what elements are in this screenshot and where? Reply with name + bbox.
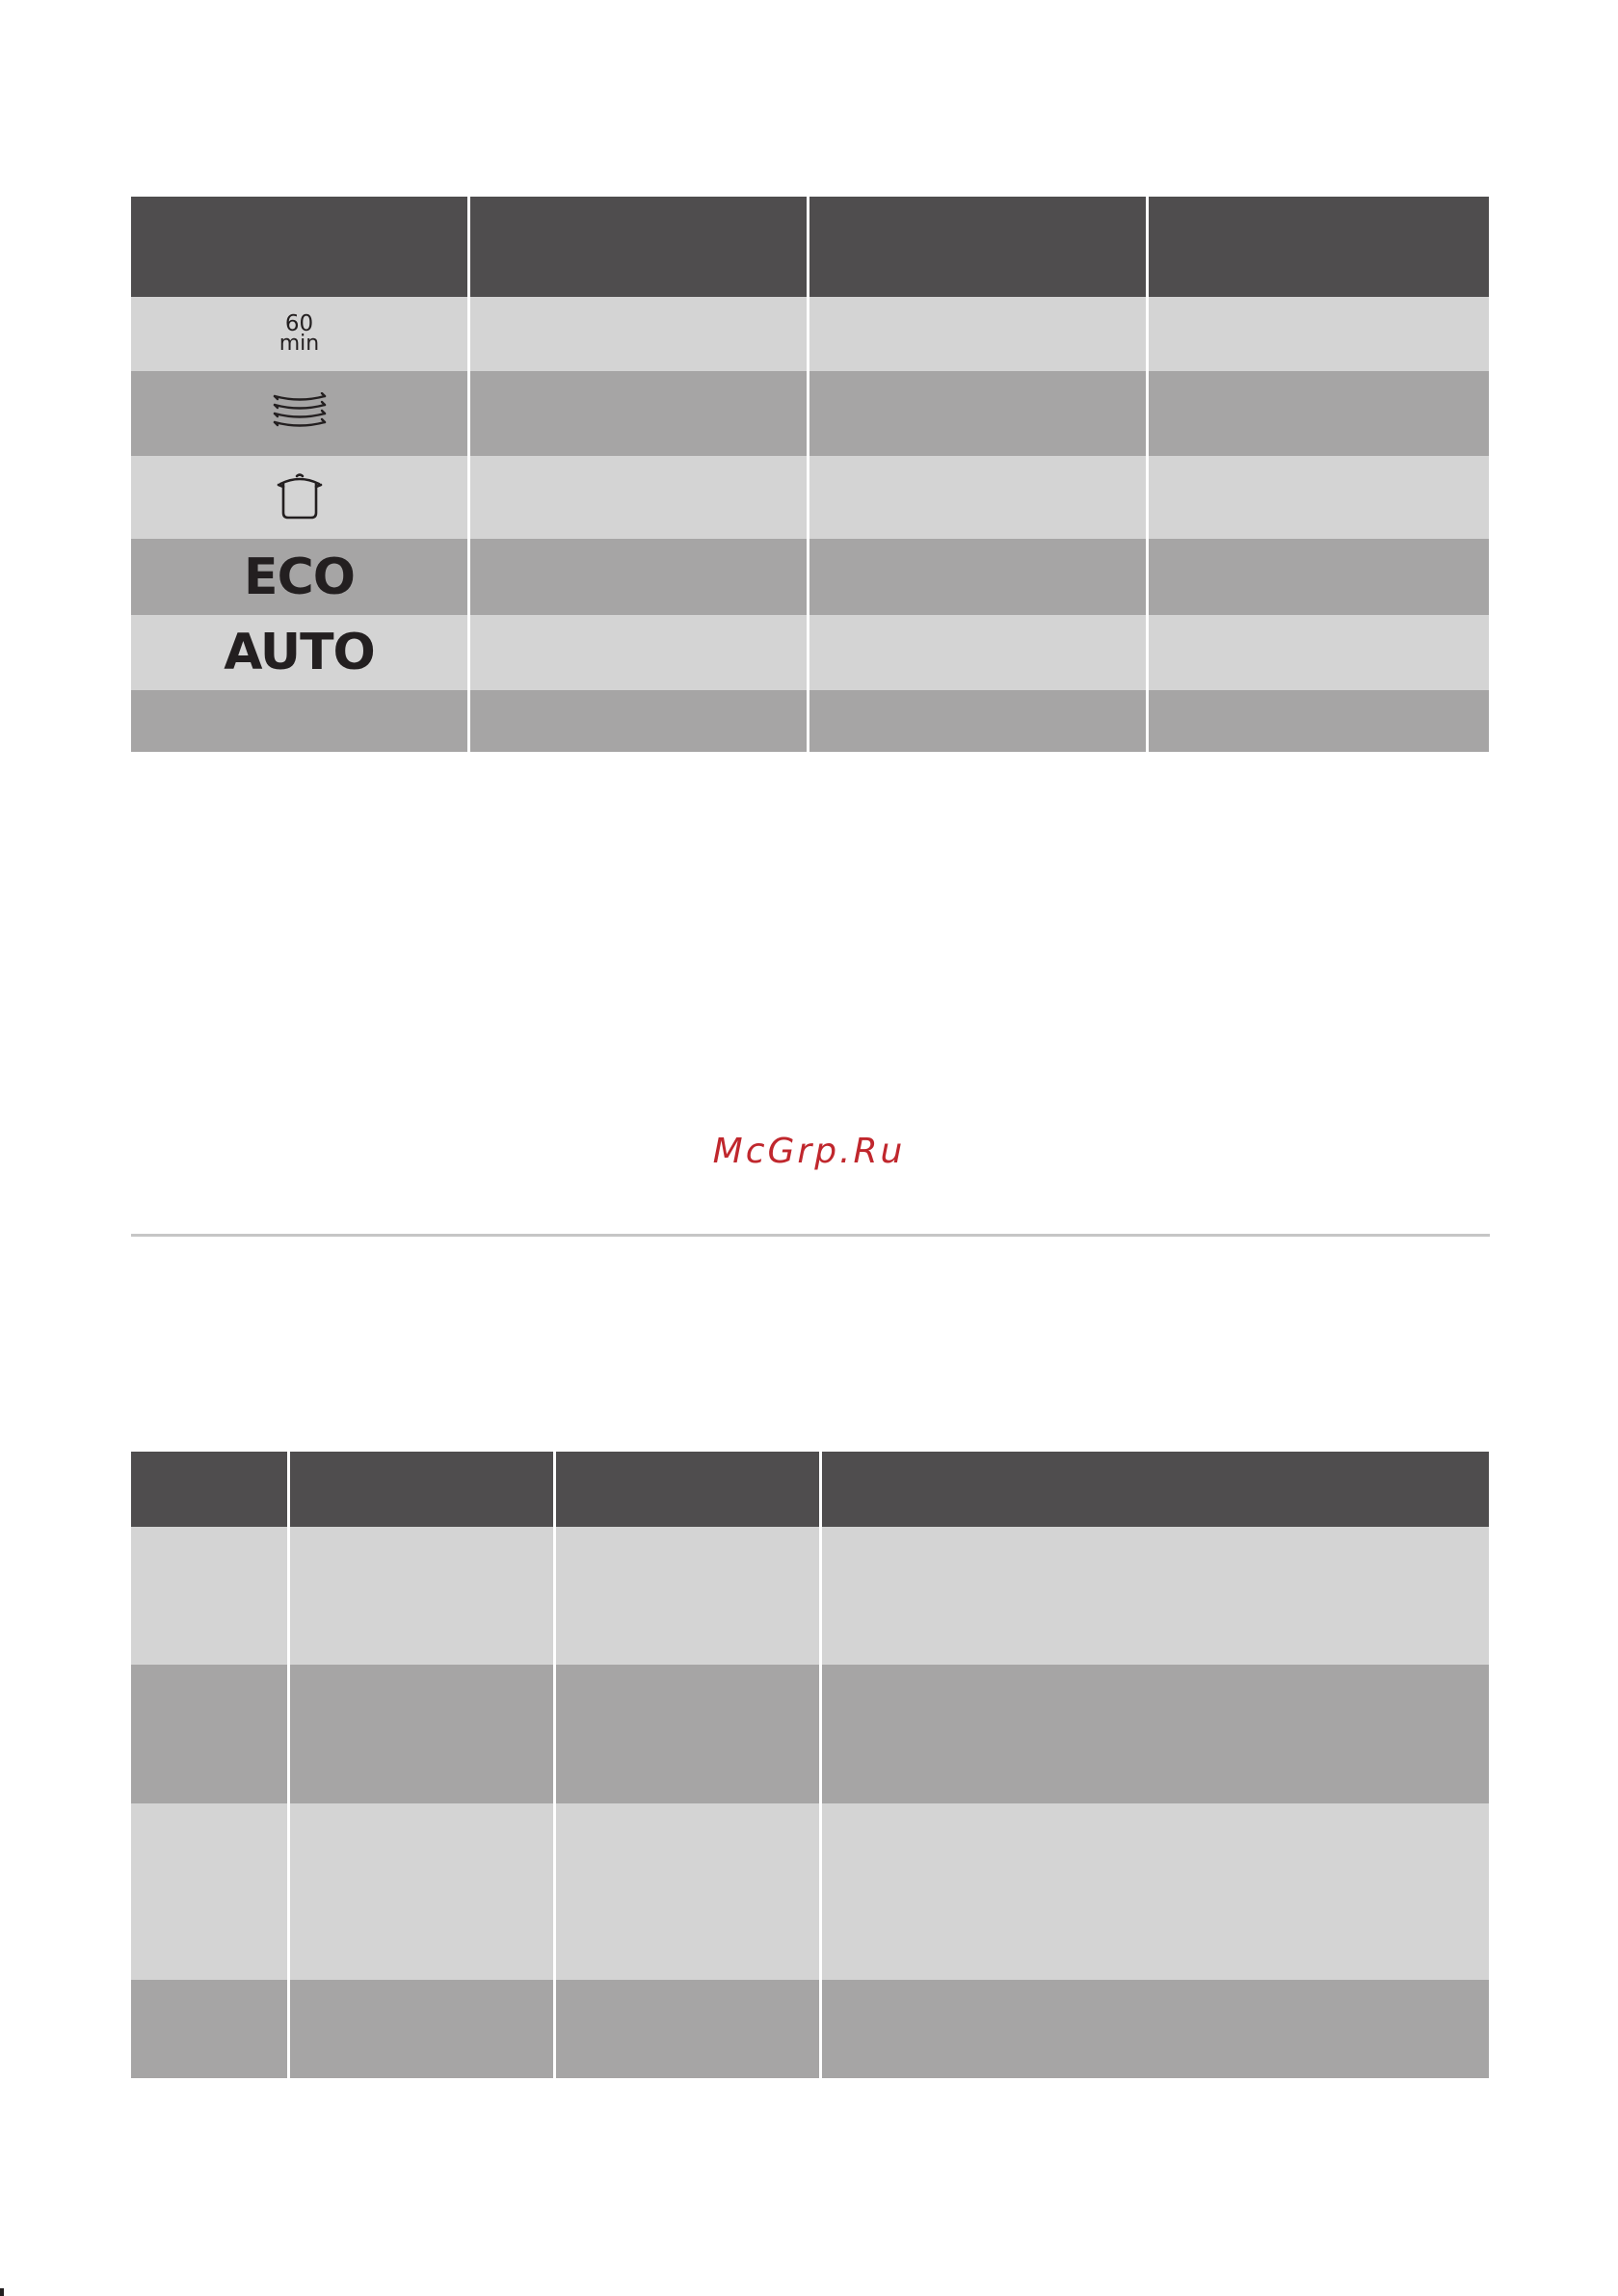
header-cell bbox=[809, 197, 1149, 297]
programmes-table bbox=[131, 197, 1489, 752]
60-min-number: 60 bbox=[284, 311, 314, 336]
section-divider bbox=[131, 1234, 1490, 1237]
table-cell bbox=[556, 1803, 822, 1980]
table-row bbox=[131, 1527, 1489, 1665]
table-row bbox=[131, 371, 1489, 456]
table-cell bbox=[131, 1803, 290, 1980]
header-cell bbox=[556, 1452, 822, 1527]
table-cell bbox=[822, 1803, 1489, 1980]
table-cell bbox=[809, 539, 1149, 615]
table-cell bbox=[822, 1527, 1489, 1665]
header-cell bbox=[290, 1452, 556, 1527]
table-cell bbox=[470, 456, 809, 539]
table-cell bbox=[1149, 456, 1489, 539]
table-cell bbox=[1149, 615, 1489, 690]
table-cell bbox=[470, 297, 809, 371]
table-row bbox=[131, 615, 1489, 690]
programme-icon-cell bbox=[131, 371, 470, 456]
table-header-row bbox=[131, 197, 1489, 297]
table-row bbox=[131, 539, 1489, 615]
header-cell bbox=[1149, 197, 1489, 297]
watermark-text: McGrp.Ru bbox=[712, 1132, 906, 1171]
header-cell bbox=[131, 1452, 290, 1527]
table-cell bbox=[556, 1665, 822, 1803]
table-cell bbox=[809, 615, 1149, 690]
table-cell bbox=[290, 1803, 556, 1980]
programme-icon-cell bbox=[131, 297, 470, 371]
table-cell bbox=[556, 1980, 822, 2078]
table-cell bbox=[1149, 690, 1489, 752]
60-min-icon bbox=[279, 313, 320, 355]
table-cell bbox=[470, 615, 809, 690]
table-header-row bbox=[131, 1452, 1489, 1527]
programme-icon-cell bbox=[131, 456, 470, 539]
table-cell bbox=[470, 690, 809, 752]
table-cell bbox=[290, 1527, 556, 1665]
table-row bbox=[131, 297, 1489, 371]
table-cell bbox=[1149, 371, 1489, 456]
glasses-stack-icon bbox=[272, 392, 328, 431]
table-row bbox=[131, 690, 1489, 752]
table-cell bbox=[131, 1527, 290, 1665]
header-cell bbox=[470, 197, 809, 297]
table-cell bbox=[822, 1980, 1489, 2078]
table-cell bbox=[131, 690, 470, 752]
table-row bbox=[131, 1803, 1489, 1980]
table-cell bbox=[290, 1665, 556, 1803]
programme-icon-cell bbox=[131, 615, 470, 690]
table-row bbox=[131, 456, 1489, 539]
table-row bbox=[131, 1665, 1489, 1803]
table-cell bbox=[470, 371, 809, 456]
auto-icon: AUTO bbox=[224, 624, 375, 681]
table-cell bbox=[809, 297, 1149, 371]
60-min-unit: min bbox=[279, 332, 320, 356]
eco-icon: ECO bbox=[244, 547, 355, 606]
table-cell bbox=[822, 1665, 1489, 1803]
table-cell bbox=[1149, 539, 1489, 615]
table-cell bbox=[809, 456, 1149, 539]
header-cell bbox=[822, 1452, 1489, 1527]
pot-icon bbox=[275, 470, 325, 521]
programme-icon-cell bbox=[131, 539, 470, 615]
page-corner-mark bbox=[0, 2288, 4, 2296]
table-cell bbox=[131, 1665, 290, 1803]
table-cell bbox=[131, 1980, 290, 2078]
table-cell bbox=[809, 371, 1149, 456]
table-cell bbox=[1149, 297, 1489, 371]
table-cell bbox=[809, 690, 1149, 752]
table-cell bbox=[290, 1980, 556, 2078]
table-row bbox=[131, 1980, 1489, 2078]
header-cell bbox=[131, 197, 470, 297]
table-cell bbox=[470, 539, 809, 615]
table-cell bbox=[556, 1527, 822, 1665]
information-table bbox=[131, 1452, 1489, 2078]
